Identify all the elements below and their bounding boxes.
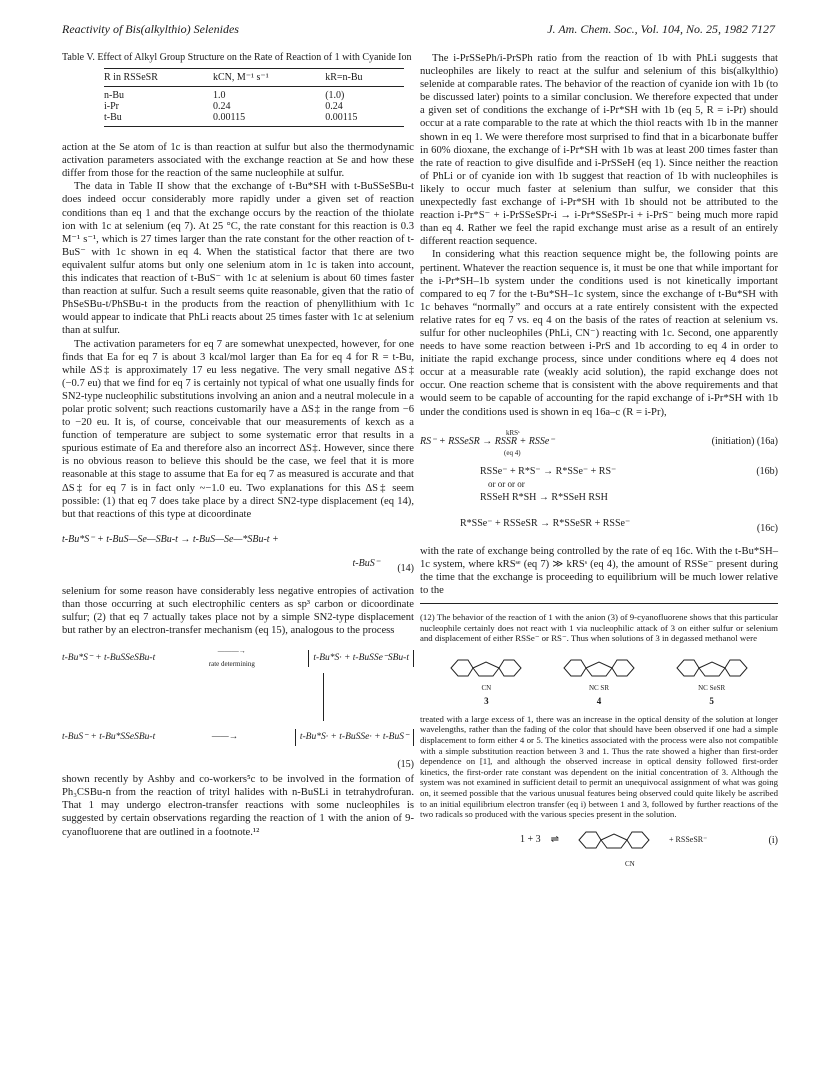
table-row: t-Bu 0.00115 0.00115 bbox=[104, 112, 404, 127]
structure-3: CN 3 bbox=[441, 654, 531, 708]
right-column bbox=[420, 52, 778, 884]
paragraph: with the rate of exchange being controlled by the rate of eq 16c. With the t-Bu*SH–1c system, where kRSˢᵉ (eq 7) ≫ kRSˢ (eq 4), the amount of RSSe⁻ present during the time that the exchange is proceeding to equilibrium will be much lower relative to the bbox=[420, 545, 778, 596]
paragraph: The activation parameters for eq 7 are somewhat unexpected, however, for one finds that Ea for eq 7 is about 3 kcal/mol larger than Ea for eq 4 for R = t-Bu, while ΔS‡ is approximately 17 eu less negative. The very small negative ΔS‡ (−0.7 eu) that we find for eq 7 is certainly not typical of what one usually finds for SN2-type nucleophilic substitutions involving an anion and a neutral molecule in a polar protic solvent; such reactions customarily have a ΔS‡ in the range from −6 to −20 eu. It is, of course, conceivable that our measurements of kexch as a function of temperature are subject to some systematic error that results in a spurious estimate of Ea and therefore also an incorrect ΔS‡. However, since there is no obvious reason to believe this should be the case, we feel that it is more reasonable at this stage to assume that Ea for eq 7 as measured is accurate and that ΔS‡ for eq 7 is in fact only ~−1.0 eu. Two explanations for this ΔS‡ seem possible: (1) that eq 7 does take place by a direct SN2-type displacement (eq 14), but that reactions of this type at dicoordinate bbox=[62, 338, 414, 520]
structure-row bbox=[430, 650, 768, 708]
table-header: kR=n-Bu bbox=[325, 69, 404, 87]
footnote: treated with a large excess of 1, there was an increase in the optical density of the solution at longer wavelengths, rather than the fading of the color that should have been observed if one had a simple displacement to form either 4 or 5. The kinetics associated with the process were also not compatible with a simple substitution reaction between 3 and 1. Thus the rate showed a higher than first-order dependence on [1], and although the observed increase in optical density followed first-order kinetics, the first-order rate constant was dependent on the initial concentration of 3. Although the system was not examined in sufficient detail to permit an unequivocal assignment of what was going on, it seemed possible that the various unusual features being observed could quite likely be ascribed to an initial equilibrium electron transfer (eq i) between 1 and 3, followed by further reactions of the two radicals so produced with the various species present in the solution. bbox=[420, 713, 778, 820]
paragraph: selenium for some reason have considerably less negative entropies of activation than those occurring at such electrophilic centers as sp³ carbon or dicoordinate sulfur; (2) that eq 7 actually takes place not by a simple SN2-type displacement but rather by an electron-transfer mechanism (eq 15), analogous to the process bbox=[62, 585, 414, 637]
fluorene-icon bbox=[554, 654, 644, 682]
structure-4: NC SR 4 bbox=[554, 654, 644, 708]
equation-i: 1 + 3 ⇌ + RSSeSR⁻ CN (i) bbox=[420, 826, 778, 876]
fluorene-radical-icon bbox=[569, 826, 659, 854]
running-header-journal: J. Am. Chem. Soc., Vol. 104, No. 25, 1982 7127 bbox=[547, 22, 775, 36]
paragraph: action at the Se atom of 1c is than reaction at sulfur but also the thermodynamic activation parameters associated with the exchange reaction at Se and how these differ from those for the reaction of the same nucleophile at sulfur. bbox=[62, 142, 414, 180]
paragraph: shown recently by Ashby and co-workers⁵c to be involved in the formation of Ph₃CSBu-n from the reaction of trityl halides with n-BuSLi in tetrahydrofuran. That 1 may undergo electron-transfer reactions with some nucleophiles is suggested by certain observations regarding the reaction of 1 with the anion of 9-cyanofluorene that are outlined in a footnote.¹² bbox=[62, 774, 414, 838]
equation-16c: R*SSe⁻ + RSSeSR → R*SSeSR + RSSe⁻ (16c) bbox=[460, 517, 778, 534]
equation-15: t-Bu*S⁻ + t-BuSSeSBu-t ———→ rate determining t-Bu*S· + t-BuSSe⁻SBu-t t-BuS⁻ + t-Bu*SSeSBu-t ——→ t-Bu*S· + t-BuSSe· + t-BuS⁻ (15) bbox=[62, 647, 414, 771]
table-header: R in RSSeSR bbox=[104, 69, 213, 87]
footnote: (12) The behavior of the reaction of 1 with the anion (3) of 9-cyanofluorene shows that this particular nucleophile certainly does not react with 1 via nucleophilic attack of 3 on either sulfur or selenium and displacement of either RSSe⁻ or RS⁻. Thus when solutions of 3 in degassed methanol were bbox=[420, 612, 778, 644]
paragraph: In considering what this reaction sequence might be, the following points are pertinent. Whatever the reaction sequence is, it must be one that while important for the i-Pr*SH–1b system under the conditions used is not kinetically important compared to eq 7 for the t-Bu*SH–1c system, since the exchange of t-Bu*SH with 1c behaves “normally” and occurs at a rate entirely consistent with the expected relative rates for eq 7 vs. eq 4 on the basis of the rates of reaction at selenium vs. sulfur for other nucleophiles (PhLi, CN⁻) reacting with 1c. Second, one apparently needs to have some reaction between i-PrS and 1b according to eq 4 in order to initiate the rapid exchange process, since under conditions where eq 4 does not occur at a measurable rate (weakly acid solution), the rapid exchange does not occur. One reaction scheme that is consistent with the above requirements and that would seem to be capable of accounting for the rapid exchange of i-Pr*SH with 1b under the conditions used is shown in eq 16a–c (R = i-Pr), bbox=[420, 249, 778, 418]
running-header-title: Reactivity of Bis(alkylthio) Selenides bbox=[62, 22, 239, 36]
structure-5: NC SeSR 5 bbox=[667, 654, 757, 708]
fluorene-icon bbox=[667, 654, 757, 682]
table-row: i-Pr 0.24 0.24 bbox=[104, 101, 343, 113]
equation-16b: RSSe⁻ + R*S⁻ → R*SSe⁻ + RS⁻ or or or or RSSeH R*SH → R*SSeH RSH (16b) bbox=[480, 465, 778, 503]
paragraph: The data in Table II show that the exchange of t-Bu*SH with t-BuSSeSBu-t does indeed occur considerably more rapidly under a given set of reaction conditions than eq 1 and that the exchange occurs by the reaction of the thiolate ion with 1c at selenium (eq 7). At 25 °C, the rate constant for this reaction is 0.3 M⁻¹ s⁻¹, which is 27 times larger than the rate constant for the other reaction of t-BuS⁻ with 1c shown in eq 4. When the statistical factor that there are two equivalent sulfur atoms but only one selenium atom in 1c is taken into account, this indicates that reaction of t-BuS⁻ with 1c at selenium is about 60 times faster than reaction at sulfur. Such a result seems quite reasonable, given that the ratio of PhSeSBu-t/PhSBu-t in the products from the reaction of phenyllithium with 1c would appear to indicate that PhLi reacts about 25 times faster with 1c at selenium than at sulfur. bbox=[62, 181, 414, 337]
footnote-divider bbox=[420, 603, 778, 604]
equation-16a: RS⁻ + RSSeSR → RSSR + RSSe⁻ (initiation) (16a) kRSˢ (eq 4) bbox=[420, 428, 778, 457]
paragraph: The i-PrSSePh/i-PrSPh ratio from the reaction of 1b with PhLi suggests that nucleophiles are likely to react at the sulfur and selenium of this bis(alkylthio) selenide at comparable rates. The behavior of the reaction of cyanide ion with 1b (to be discussed later) points to a similar conclusion. We therefore expected that under a given set of conditions the exchange of i-Pr*SH with 1b (eq 5, R = i-Pr) should occur at a rate comparable to the rate at which the thiol reacts with 1b in the manner shown in eq 1. We were therefore most surprised to find that in a bicarbonate buffer in 60% dioxane, the exchange of i-Pr*SH with 1b was at least 200 times faster than the rate of reaction to give disulfide and i-PrSSeH (eq 1). Since neither the reaction of PhLi or of cyanide ion with 1b suggest that reaction of 1b with nucleophiles is likely to occur much faster at selenium than sulfur, we consider that this unexpectedly fast exchange of i-Pr*SH with 1b should not be attributed to the reaction i-Pr*S⁻ + i-PrSSeSPr-i → i-Pr*SSeSPr-i + i-PrS⁻ being much more rapid than eq 4. Rather we feel the rapid exchange must arise as a result of an entirely different reaction sequence. bbox=[420, 53, 778, 248]
table-row: n-Bu 1.0 (1.0) bbox=[104, 90, 345, 102]
table-caption: Table V. Effect of Alkyl Group Structure on the Rate of Reaction of 1 with Cyanide Ion bbox=[62, 52, 412, 63]
left-column bbox=[62, 52, 414, 839]
table-v bbox=[104, 68, 404, 127]
fluorene-icon bbox=[441, 654, 531, 682]
table-header: kCN, M⁻¹ s⁻¹ bbox=[213, 69, 325, 87]
equation-14: t-Bu*S⁻ + t-BuS—Se—SBu-t → t-BuS—Se—*SBu-t + t-BuS⁻ (14) bbox=[62, 533, 414, 574]
